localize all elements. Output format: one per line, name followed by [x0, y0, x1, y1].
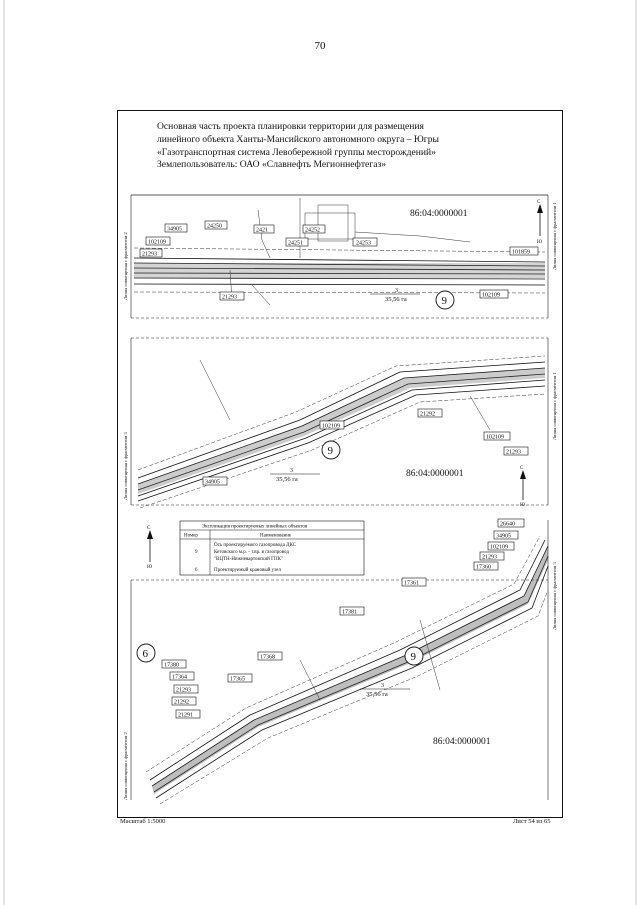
legend-row-4-text: Проектируемый крановый узел [214, 568, 281, 573]
parcel-26640: 26640 [500, 521, 515, 528]
object-marker-9-a: 9 [441, 295, 447, 307]
parcel-21291-m3: 21291 [178, 712, 193, 719]
parcel-102109-b: 102109 [482, 292, 500, 299]
scale-label: Масштаб 1:5000 [120, 818, 166, 825]
area-value-1: 35,56 га [385, 296, 407, 303]
north-label-3: С [147, 526, 151, 531]
side-label-2: Линия совмещения с фрагментом 1 [552, 202, 557, 270]
parcel-34905-m2: 34905 [205, 479, 220, 486]
parcel-17365: 17365 [230, 676, 245, 683]
parcel-24250: 24250 [207, 223, 222, 230]
parcel-101859: 101859 [512, 249, 530, 256]
north-arrow-3 [147, 526, 153, 570]
parcel-21293-m3b: 21293 [176, 687, 191, 694]
object-marker-9-b: 9 [327, 445, 333, 457]
parcel-102109-m2: 102109 [322, 423, 340, 430]
parcel-2421: 2421 [256, 227, 268, 234]
south-label-2: Ю [520, 503, 526, 508]
north-label-1: С [537, 200, 541, 205]
cadastre-code-3: 86:04:0000001 [433, 737, 491, 747]
parcel-21293-m2: 21293 [506, 449, 521, 456]
title-line-1: Основная часть проекта планировки территории для размещения [157, 121, 424, 132]
side-label-6: Линия совмещения с фрагментом 3 [552, 562, 557, 630]
parcel-24252: 24252 [305, 227, 320, 234]
parcel-17364: 17364 [172, 674, 187, 681]
area-value-2: 35,56 га [276, 476, 298, 483]
legend-row-2-num: 9 [195, 550, 198, 555]
legend-row-4-num: 6 [195, 568, 198, 573]
map-fragment-1 [123, 195, 557, 318]
parcel-24251: 24251 [288, 240, 303, 247]
object-marker-6: 6 [142, 648, 148, 660]
north-arrow-2 [520, 466, 526, 508]
sheet-label: Лист 54 из 65 [513, 818, 551, 825]
parcel-34905-m3: 34905 [496, 533, 511, 540]
legend-title: Экспликация проектируемых линейных объектов [202, 524, 308, 530]
side-label-3: Линия совмещения с фрагментом 3 [123, 432, 128, 500]
parcel-24253: 24253 [356, 240, 371, 247]
south-label-1: Ю [537, 240, 543, 245]
legend-row-3-text: "ВЦТН-Нижневартовский ГПК" [214, 557, 283, 562]
parcel-21293-b: 21293 [222, 294, 237, 301]
parcel-21292-m3: 21292 [174, 699, 189, 706]
legend-row-1-text: Ось проектируемого газопровода ДКС [214, 543, 297, 548]
side-label-1: Линия совмещения с фрагментом 2 [123, 232, 128, 300]
parcel-21293-a: 21293 [142, 251, 157, 258]
north-arrow-1 [537, 200, 543, 245]
parcel-17361: 17361 [404, 580, 419, 587]
north-label-2: С [520, 466, 524, 471]
page-number: 70 [314, 40, 326, 52]
parcel-17360: 17360 [476, 564, 491, 571]
title-line-4: Землепользователь: ОАО «Славнефть Мегионнефтегаз» [157, 159, 387, 171]
legend-col-name: Наименование [260, 533, 292, 539]
object-marker-9-c: 9 [410, 651, 416, 663]
side-label-5: Линия совмещения с фрагментом 2 [123, 732, 128, 800]
parcel-102109-a: 102109 [148, 239, 166, 246]
cadastre-code-1: 86:04:0000001 [410, 209, 468, 219]
parcel-17381: 17381 [342, 609, 357, 616]
parcel-102109-m2b: 102109 [486, 434, 504, 441]
area-number-2: 3 [290, 468, 293, 474]
side-label-4: Линия совмещения с фрагментом 1 [552, 372, 557, 440]
title-line-3: «Газотранспортная система Левобережной группы месторождений» [157, 146, 436, 158]
parcel-21293-m3a: 21293 [482, 554, 497, 561]
legend-row-2-text: Кетовского м.р. - т.вр. в газопровод [214, 550, 289, 555]
parcel-21292-m2: 21292 [420, 411, 435, 418]
parcel-17368: 17368 [260, 654, 275, 661]
parcel-17380: 17380 [164, 662, 179, 669]
legend-table [180, 521, 364, 575]
area-number-1: 3 [395, 288, 398, 294]
parcel-34905: 34905 [167, 226, 182, 233]
title-line-2: линейного объекта Ханты-Мансийского автономного округа – Югры [157, 133, 439, 145]
south-label-3: Ю [147, 565, 153, 570]
area-number-3: 3 [381, 683, 384, 689]
map-fragment-2 [123, 338, 557, 508]
cadastre-code-2: 86:04:0000001 [406, 469, 464, 479]
area-value-3: 35,56 га [366, 691, 388, 698]
parcel-102109-m3: 102109 [490, 544, 508, 551]
legend-col-number: Номер [184, 533, 198, 539]
